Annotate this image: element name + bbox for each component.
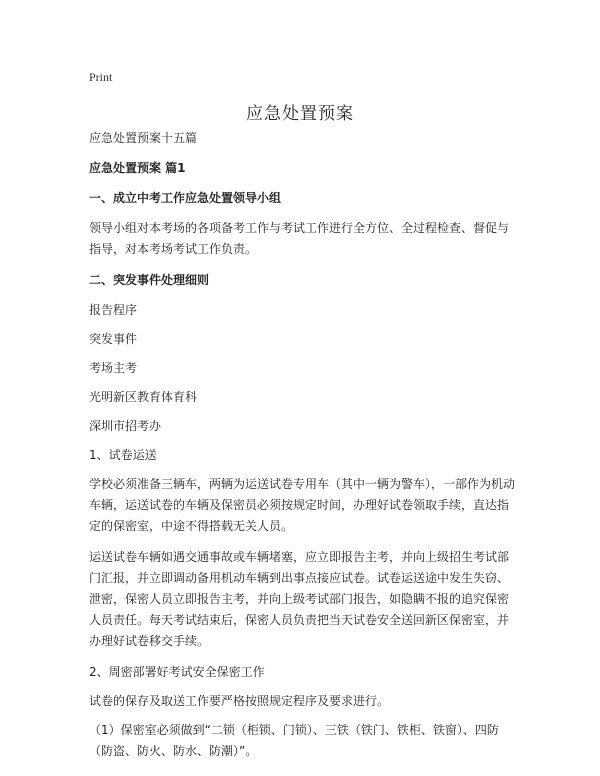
paragraph-leadership: 领导小组对本考场的各项备考工作与考试工作进行全方位、全过程检查、督促与指导，对本考场考试工作负责。 [89, 221, 510, 256]
text-district-education: 光明新区教育体育科 [89, 390, 198, 404]
text-chief-examiner: 考场主考 [89, 361, 138, 375]
section-heading: 应急处置预案 篇1 [89, 161, 186, 175]
heading-emergency-rules: 二、突发事件处理细则 [89, 273, 210, 287]
item-paper-transport: 1、试卷运送 [89, 448, 157, 462]
document-body [89, 128, 519, 772]
text-emergency: 突发事件 [89, 332, 138, 346]
item-security-deployment: 2、周密部署好考试安全保密工作 [89, 665, 265, 679]
paragraph-storage: 试卷的保存及取送工作要严格按照规定程序及要求进行。 [89, 694, 390, 708]
page-title: 应急处置预案 [246, 104, 354, 124]
text-city-exam-office: 深圳市招考办 [89, 419, 162, 433]
paragraph-accidents: 运送试卷车辆如遇交通事故或车辆堵塞，应立即报告主考，并向上级招生考试部门汇报，并立即调动备用机动车辆到出事点接应试卷。试卷运送途中发生失窃、泄密，保密人员立即报告主考，并向上级考试部门报告，如隐瞒不报的追究保密人员责任。每天考试结束后，保密人员负责把当天试卷安全送回新区保密室，并办理好试卷移交手续。 [89, 550, 510, 648]
heading-leadership-group: 一、成立中考工作应急处置领导小组 [89, 191, 282, 205]
document-subtitle: 应急处置预案十五篇 [89, 131, 198, 145]
paragraph-vehicles: 学校必须准备三辆车，两辆为运送试卷专用车（其中一辆为警车），一部作为机动车辆，运送试卷的车辆及保密员必须按规定时间，办理好试卷领取手续，直达指定的保密室，中途不得搭载无关人员。 [89, 477, 516, 533]
text-reporting-procedure: 报告程序 [89, 303, 138, 317]
print-label: Print [89, 70, 113, 84]
paragraph-locks: （1）保密室必须做到“二锁（柜锁、门锁）、三铁（铁门、铁柜、铁窗）、四防（防盗、防火、防水、防潮）”。 [89, 723, 499, 758]
